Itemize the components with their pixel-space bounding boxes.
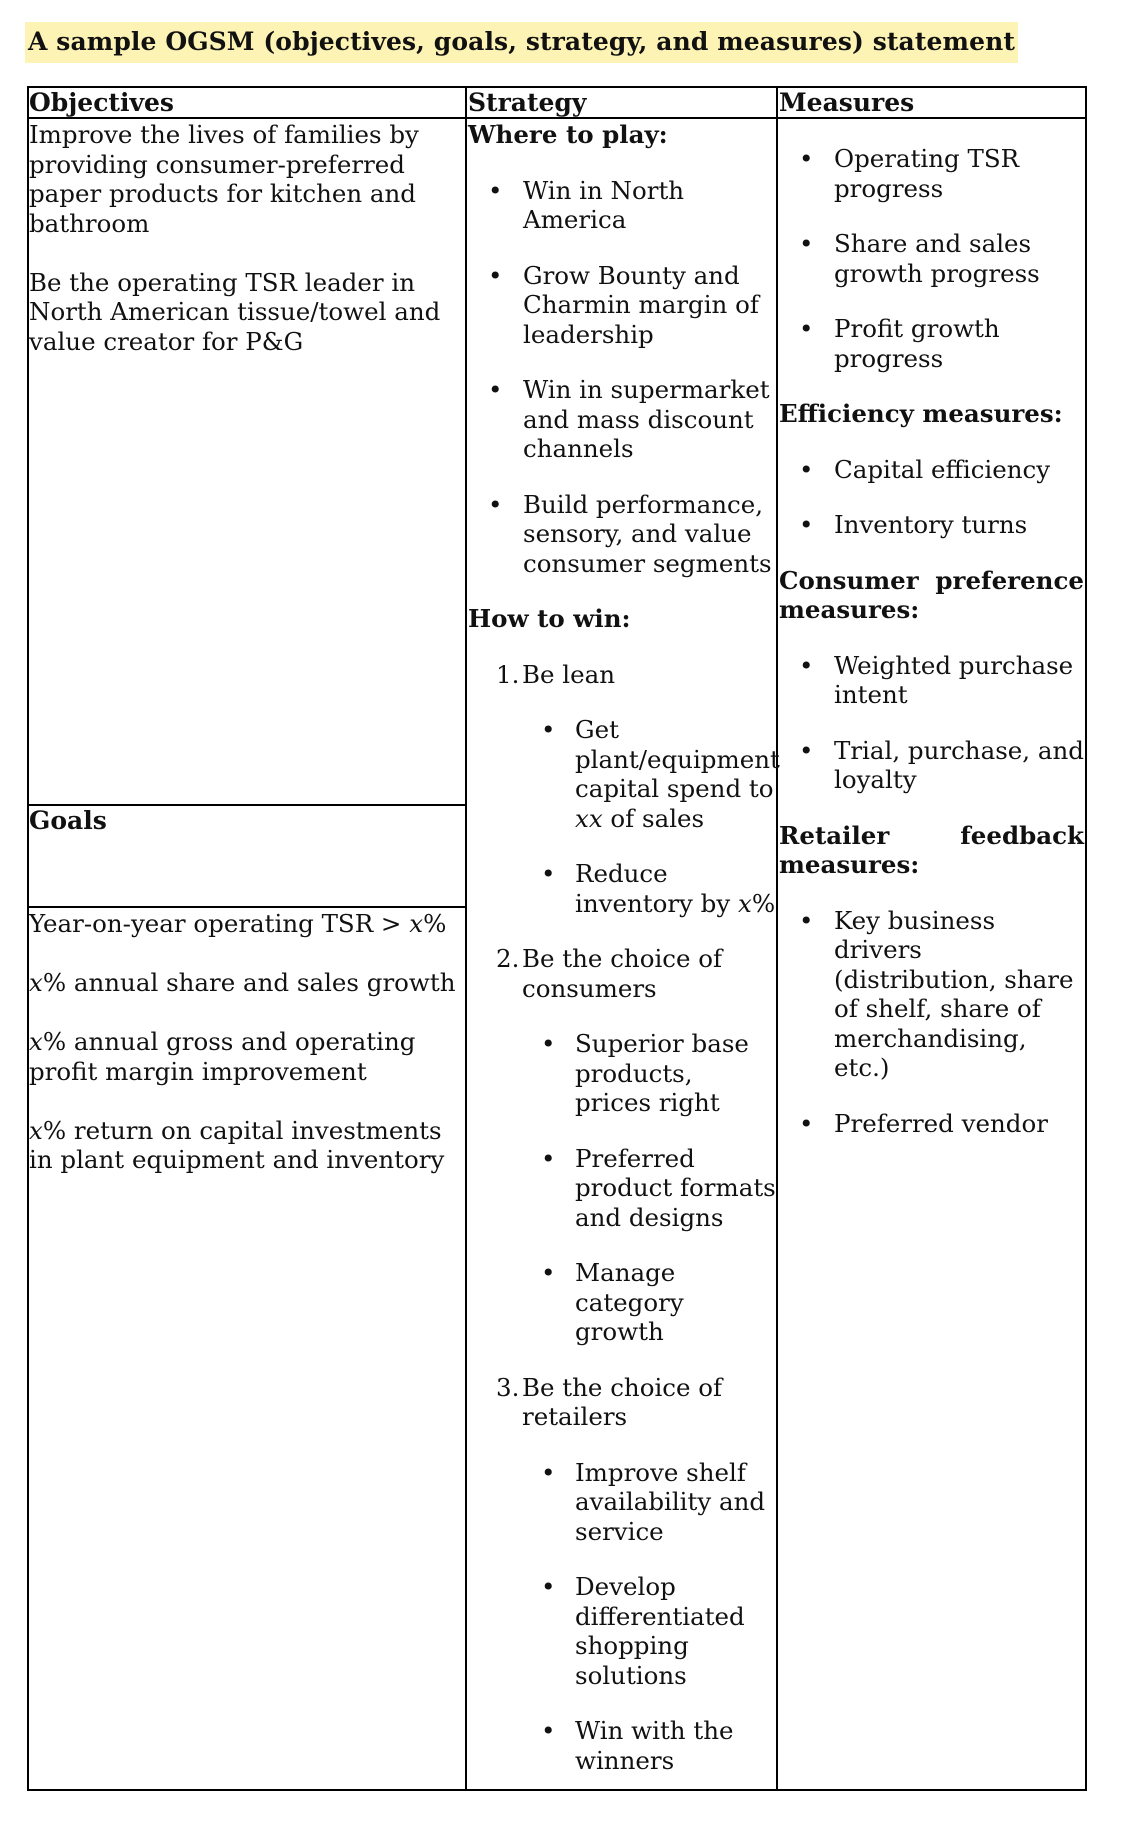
strategy-cell [468,120,780,1775]
objective-item: Be the operating TSR leader in North American tissue/towel and value creator for P&G [29,267,441,356]
objectives-cell [29,120,465,356]
measure-item: • Preferred vendor [779,1109,1084,1139]
how-subitem: • Get plant/equipment capital spend to xx of sales [468,715,776,833]
retailer-feedback-heading: Retailer feedback measures: [779,820,1084,879]
how-item-label: Be lean [522,659,616,689]
objectives-header: Objectives [29,88,174,117]
how-subitem: • Reduce inventory by x% [468,859,776,918]
measure-item: • Key business drivers (distribution, share of shelf, share of merchandising, etc.) [779,906,1084,1083]
how-item-label: Be the choice of retailers [522,1372,723,1431]
goal-item: x% return on capital investments in plant equipment and inventory [29,1115,445,1174]
header-divider [27,117,1087,119]
how-item [468,660,776,690]
measure-item: • Operating TSR progress [779,144,1084,203]
where-item: • Build performance, sensory, and value consumer segments [468,490,776,579]
how-subitem: • Preferred product formats and designs [468,1144,776,1233]
column-divider-1 [465,86,467,1791]
how-subitem: • Superior base products, prices right [468,1029,776,1118]
goal-item: Year-on-year operating TSR > x% [29,909,447,938]
how-item [468,1373,776,1432]
how-item-number: 3. [496,1372,520,1402]
consumer-preference-heading: Consumer preference measures: [779,565,1084,624]
measure-item: • Profit growth progress [779,314,1084,373]
measure-item: • Trial, purchase, and loyalty [779,736,1084,795]
how-item-label: Be the choice of consumers [522,944,723,1003]
how-subitem: • Improve shelf availability and service [468,1458,776,1547]
strategy-header: Strategy [468,88,587,117]
where-item: • Grow Bounty and Charmin margin of leadership [468,261,776,350]
goals-header: Goals [29,806,107,835]
how-subitem: • Win with the winners [468,1716,776,1775]
measure-item: • Share and sales growth progress [779,229,1084,288]
table-border-bottom [27,1789,1087,1791]
how-item [468,944,776,1003]
where-item: • Win in supermarket and mass discount channels [468,375,776,464]
where-item: • Win in North America [468,176,776,235]
measures-header: Measures [779,88,915,117]
goals-bottom-divider [27,906,467,908]
how-to-win-heading: How to win: [468,604,631,633]
goals-cell [29,909,465,1175]
measure-item: • Capital efficiency [779,455,1084,485]
how-subitem: • Manage category growth [468,1258,776,1347]
how-item-number: 1. [496,659,520,689]
how-item-number: 2. [496,944,520,973]
table-border-right [1085,86,1087,1791]
goal-item: x% annual share and sales growth [29,968,456,997]
measure-item: • Weighted purchase intent [779,651,1084,710]
column-divider-2 [776,86,778,1791]
how-subitem: • Develop differentiated shopping solutions [468,1572,776,1690]
document-title: A sample OGSM (objectives, goals, strategy, and measures) statement [25,22,1018,63]
where-to-play-heading: Where to play: [468,120,668,149]
goal-item: x% annual gross and operating profit margin improvement [29,1027,416,1086]
objective-item: Improve the lives of families by providing consumer-preferred paper products for kitchen and bathroom [29,120,419,238]
measures-cell [779,120,1084,1138]
efficiency-measures-heading: Efficiency measures: [779,399,1063,428]
measure-item: • Inventory turns [779,510,1084,540]
